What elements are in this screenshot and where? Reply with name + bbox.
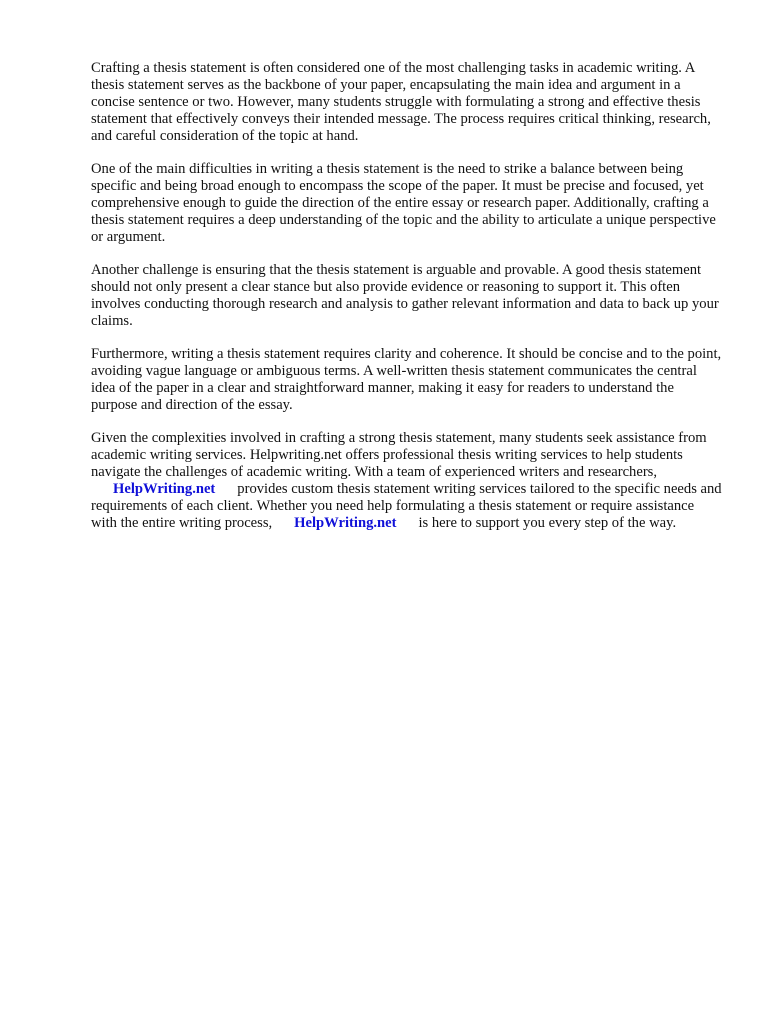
paragraph-3: Another challenge is ensuring that the thesis statement is arguable and provable. A good thesis statement should not only present a clear stance but also provide evidence or reasoning to support it. This often involves conducting thorough research and analysis to gather relevant information and data to back up your claims. <box>91 262 719 329</box>
paragraph-5-text-1: Given the complexities involved in crafting a strong thesis statement, many students seek assistance from academic writing services. Helpwriting.net offers professional thesis writing services to help students navigate the challenges of academic writing. With a team of experienced writers and researchers, <box>91 430 707 480</box>
helpwriting-link-2[interactable]: HelpWriting.net <box>294 515 397 531</box>
paragraph-1: Crafting a thesis statement is often considered one of the most challenging tasks in academic writing. A thesis statement serves as the backbone of your paper, encapsulating the main idea and argument in a concise sentence or two. However, many students struggle with formulating a strong and effective thesis statement that effectively conveys their intended message. The process requires critical thinking, research, and careful consideration of the topic at hand. <box>91 60 711 144</box>
paragraph-4: Furthermore, writing a thesis statement requires clarity and coherence. It should be concise and to the point, avoiding vague language or ambiguous terms. A well-written thesis statement communicates the central idea of the paper in a clear and straightforward manner, making it easy for readers to understand the purpose and direction of the essay. <box>91 346 722 413</box>
paragraph-5-text-2: provides custom thesis statement writing services tailored to the specific needs and requirements of each client. Whether you need help formulating a thesis statement or require assistance with the entire writing process, <box>91 481 722 531</box>
paragraph-5-text-3: is here to support you every step of the way. <box>418 515 677 531</box>
paragraph-5 <box>91 430 723 532</box>
paragraph-2: One of the main difficulties in writing a thesis statement is the need to strike a balance between being specific and being broad enough to encompass the scope of the paper. It must be precise and focused, yet comprehensive enough to guide the direction of the entire essay or research paper. Additionally, crafting a thesis statement requires a deep understanding of the topic and the ability to articulate a unique perspective or argument. <box>91 161 716 245</box>
document-body <box>91 60 723 548</box>
helpwriting-link-1[interactable]: HelpWriting.net <box>113 481 216 497</box>
